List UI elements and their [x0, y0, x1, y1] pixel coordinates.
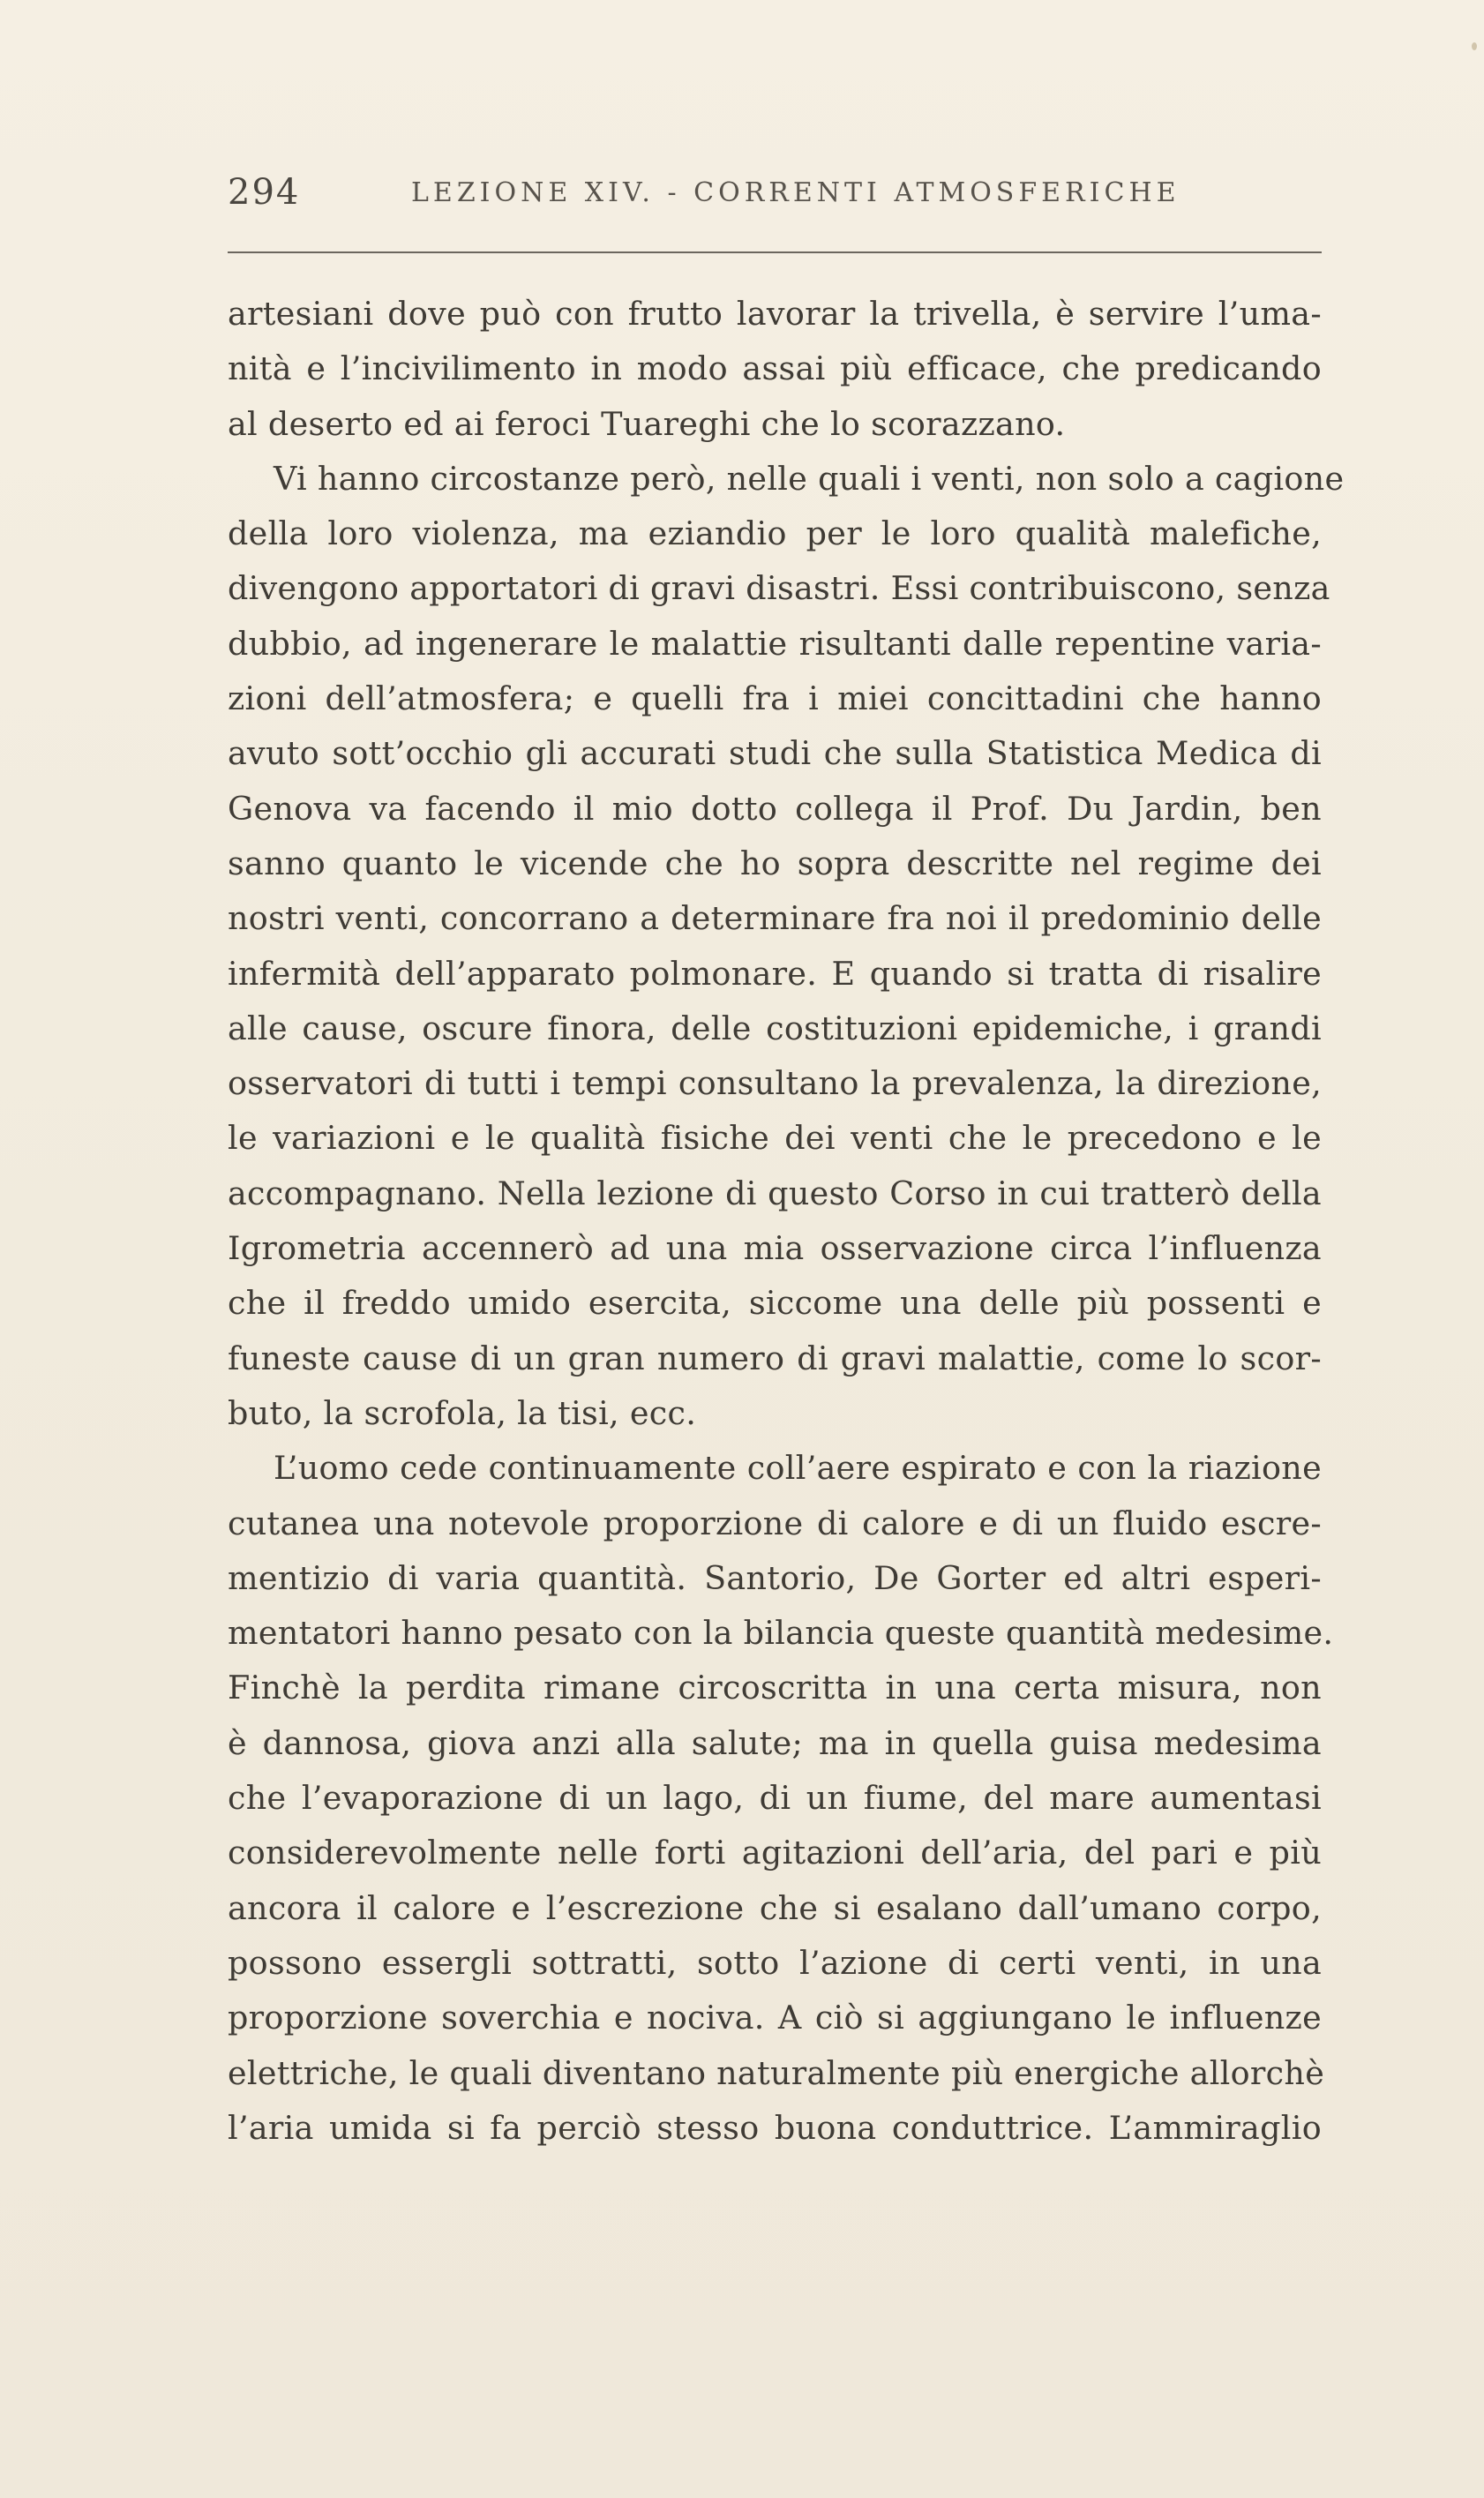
text-line: avuto sott’occhio gli accurati studi che sulla Statistica Medica di	[228, 734, 1322, 773]
text-line: proporzione soverchia e nociva. A ciò si aggiungano le influenze	[228, 1999, 1322, 2037]
text-line: cutanea una notevole proporzione di calore e di un fluido escre-	[228, 1504, 1322, 1542]
text-line: ancora il calore e l’escrezione che si esalano dall’umano corpo,	[228, 1888, 1322, 1927]
text-line: l’aria umida si fa perciò stesso buona conduttrice. L’ammiraglio	[228, 2108, 1322, 2147]
text-line: buto, la scrofola, la tisi, ecc.	[228, 1393, 697, 1432]
text-line: della loro violenza, ma eziandio per le loro qualità malefiche,	[228, 514, 1322, 553]
page-header	[228, 172, 1322, 225]
text-line: sanno quanto le vicende che ho sopra descritte nel regime dei	[228, 844, 1322, 882]
text-line: divengono apportatori di gravi disastri. Essi contribuiscono, senza	[228, 569, 1330, 608]
page-number: 294	[228, 172, 301, 213]
text-line: che il freddo umido esercita, siccome una delle più possenti e	[228, 1284, 1322, 1323]
text-line: Genova va facendo il mio dotto collega il Prof. Du Jardin, ben	[228, 789, 1322, 828]
text-line: infermità dell’apparato polmonare. E quando si tratta di risalire	[228, 954, 1322, 993]
text-line: mentatori hanno pesato con la bilancia queste quantità medesime.	[228, 1614, 1334, 1653]
text-line: possono essergli sottratti, sotto l’azione di certi venti, in una	[228, 1943, 1322, 1982]
text-line: considerevolmente nelle forti agitazioni dell’aria, del pari e più	[228, 1834, 1322, 1872]
text-line: alle cause, oscure finora, delle costituzioni epidemiche, i grandi	[228, 1009, 1322, 1047]
text-line: accompagnano. Nella lezione di questo Corso in cui tratterò della	[228, 1174, 1322, 1212]
text-line: Igrometria accennerò ad una mia osservazione circa l’influenza	[228, 1229, 1322, 1268]
body-text	[228, 287, 1345, 2156]
paper-blemish	[1472, 42, 1477, 50]
text-line: funeste cause di un gran numero di gravi malattie, come lo scor-	[228, 1339, 1322, 1377]
text-line: Finchè la perdita rimane circoscritta in una certa misura, non	[228, 1669, 1322, 1707]
text-line: elettriche, le quali diventano naturalmente più energiche allorchè	[228, 2053, 1325, 2092]
text-line: zioni dell’atmosfera; e quelli fra i miei concittadini che hanno	[228, 679, 1322, 718]
text-line: Vi hanno circostanze però, nelle quali i venti, non solo a cagione	[274, 459, 1345, 498]
text-line: nità e l’incivilimento in modo assai più efficace, che predicando	[228, 349, 1322, 388]
text-line: artesiani dove può con frutto lavorar la trivella, è servire l’uma-	[228, 295, 1322, 333]
text-line: nostri venti, concorrano a determinare fra noi il predominio delle	[228, 899, 1322, 938]
text-line: le variazioni e le qualità fisiche dei venti che le precedono e le	[228, 1119, 1322, 1158]
header-rule	[228, 251, 1322, 253]
text-line: è dannosa, giova anzi alla salute; ma in quella guisa medesima	[228, 1723, 1322, 1762]
text-line: al deserto ed ai feroci Tuareghi che lo scorazzano.	[228, 404, 1066, 443]
text-line: mentizio di varia quantità. Santorio, De Gorter ed altri esperi-	[228, 1558, 1322, 1597]
running-title: LEZIONE XIV. - CORRENTI ATMOSFERICHE	[411, 177, 1180, 208]
text-line: che l’evaporazione di un lago, di un fiume, del mare aumentasi	[228, 1779, 1322, 1818]
text-line: dubbio, ad ingenerare le malattie risultanti dalle repentine varia-	[228, 624, 1322, 663]
text-line: L’uomo cede continuamente coll’aere espirato e con la riazione	[274, 1449, 1322, 1488]
text-line: osservatori di tutti i tempi consultano la prevalenza, la direzione,	[228, 1064, 1322, 1103]
